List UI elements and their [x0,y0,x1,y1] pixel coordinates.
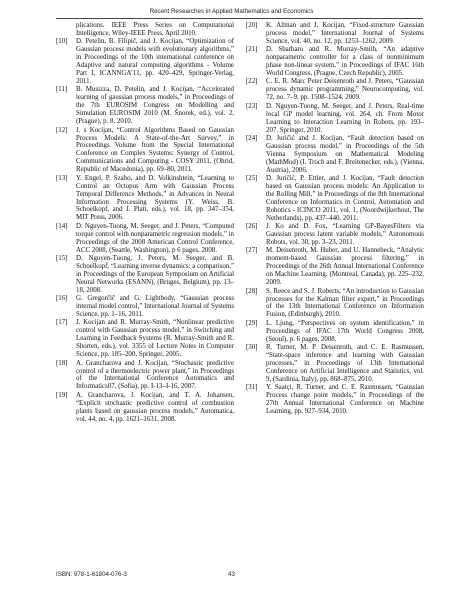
reference-text: Y. Engel, P. Szabo, and D. Volkinshtein, “Learning to Control an Octopus Arm with Gaussian Process Temporal Difference Methods,” in Advances in Neural Information Processing Systems (Y. Weiss, B. Schoelkopf, and J. Platt, eds.), vol. 18, pp. 347–354, MIT Press, 2006. [76,174,234,222]
reference-text: G. Gregorčič and G. Lightbody, “Gaussian process internal model control,” International Journal of Systems Science, pp. 1–16, 2011. [76,295,234,319]
reference-17 [56,319,234,359]
reference-number: [28] [246,287,258,295]
page-footer [0,571,463,581]
reference-text: B. Musizza, D. Petelin, and J. Kocijan, “Accelerated learning of gaussian process models,” in Proceedings of the 7th EUROSIM Congress on Modelling and Simulation EUROSIM 2010 (M. Šnorek, ed.), vol. 2, (Prague), p. 8, 2010. [76,86,234,126]
reference-15 [56,255,234,295]
reference-number: [20] [246,22,258,29]
reference-number: [27] [246,247,258,255]
reference-text: D. Nguyen-Tuong, J. Peters, M. Seeger, and B. Schoelkopf, “Learning inverse dynamics: a comparison,” in Proceedings of the European Symposium on Artificial Neural Networks (ESANN), (Bruges, Belgium), pp. 13–18, 2008. [76,254,234,294]
page-number: 43 [228,571,235,578]
reference-text: J. Ko and D. Fox, “Learning GP-BayesFilters via Gaussian process latent variable models,” Autonomous Robots, vol. 30, pp. 3–23, 2011. [266,223,424,247]
reference-number: [25] [246,175,258,183]
reference-19 [56,392,234,424]
reference-number: [23] [246,102,258,110]
reference-23 [246,103,424,135]
reference-number: [10] [56,38,68,46]
reference-text: D. Juričić and J. Kocijan, “Fault detection based on Gaussian process model,” in Proceedings of the 5th Vienna Symposium on Mathematical Modeling (MathMod) (I. Troch and F. Breitenecker, eds.), (Vienna, Austria), 2006. [266,134,424,174]
reference-number: [12] [56,126,68,134]
reference-number: [11] [56,86,68,94]
isbn-label: ISBN: 978-1-61804-076-3 [56,571,127,578]
reference-text: D. Petelin, B. Filipič, and J. Kocijan, “Optimization of Gaussian process models with evolutionary algorithms,” in Proceedings of the 10th international conference on Adaptive and natural computing algorithms - Volume Part I, ICANNGA’11, pp. 420–429, Springer-Verlag, 2011. [76,38,234,86]
running-header: Recent Researches in Applied Mathematics and Economics [149,8,314,15]
reference-number: [26] [246,223,258,231]
reference-number: [22] [246,78,258,86]
reference-number: [14] [56,222,68,230]
reference-number: [31] [246,384,258,392]
reference-number: [13] [56,174,68,182]
left-column [56,22,234,424]
reference-14 [56,223,234,255]
reference-number: [19] [56,391,68,399]
reference-text: R. Turner, M. P. Deisenroth, and C. E. Rasmussen, “State-space inference and learning with Gaussian processes,” in Proceedings of 13th International Conference on Artificial Intelligence and Statistics, vol. 9, (Sardinia, Italy), pp. 868–875, 2010. [266,344,424,383]
reference-text: L. Ljung, “Perspectives on system identification,” in Proceedings of IFAC 17th World Congress 2008, (Seoul), p. 6 pages, 2008. [266,319,424,343]
reference-10 [56,38,234,86]
reference-22 [246,78,424,102]
reference-text: D. Nguyen-Tuong, M. Seeger, and J. Peters, “Computed torque control with nonparametric regression models,” in Proceedings of the 2008 American Control Conference, ACC 2008, (Seattle, Washington), p 6 pages, 2008. [76,222,234,254]
reference-text: D. Nguyen-Tuong, M. Seeger, and J. Peters, Real-time local GP model learning, vol. 264, ch. From Motor Learning to Interaction Learning in Robots, pp. 193–207. Springer, 2010. [266,102,424,134]
reference-text: Y. Saatçi, R. Turner, and C. E. Rasmussen, “Gaussian Process change point models,” in Proceedings of the 27th Annual International Conference on Machine Learning, pp. 927–934, 2010. [266,384,424,416]
reference-number: [24] [246,134,258,142]
reference-number: [18] [56,359,68,367]
reference-number: [29] [246,319,258,327]
reference-26 [246,223,424,247]
reference-number: [15] [56,254,68,262]
reference-number: [16] [56,295,68,303]
reference-text: K. Ažman and J. Kocijan, “Fixed-structure Gaussian process model,” International Journal of Systems Science, vol. 40, no. 12, pp. 1253–1262, 2009. [266,22,424,45]
reference-number: [17] [56,319,68,327]
reference-13 [56,175,234,223]
reference-16 [56,295,234,319]
header-rule [56,18,423,19]
right-column [246,22,424,416]
reference-number: [30] [246,344,258,352]
reference-text: D. Juričić, P. Ettler, and J. Kocijan, “Fault detection based on Gaussian process models: An Application to the Rolling Mill,” in Proceedings of the 8th International Conference on Informatics in Control, Automation and Robotics - ICINCO 2011, vol. 1, (Noordwijkerhout, The Netherlands), pp. 437–440, 2011. [266,175,424,222]
reference-20 [246,22,424,46]
reference-30 [246,344,424,384]
reference-number: [21] [246,46,258,54]
reference-text: D. Sbarbaro and R. Murray-Smith, “An adaptive nonparametric controller for a class of nonminimum phase non-linear system,” in Proceedings of IFAC 16th World Congress, (Prague, Czech Republic), 2005. [266,46,424,78]
reference-text: J. Kocijan and R. Murray-Smith, “Nonlinear predictive control with Gaussian process model,” in Switching and Learning in Feedback Systems (R. Murray-Smith and R. Shorten, eds.), vol. 3355 of Lecture Notes in Computer Science, pp. 185–200, Springer, 2005. [76,319,234,359]
reference-28 [246,288,424,320]
reference-12 [56,127,234,175]
reference-18 [56,360,234,392]
reference-text: A. Grancharova, J. Kocijan, and T. A. Johansen, “Explicit stochastic predictive control of combustion plants based on gaussian process models,” Automatica, vol. 44, no. 4, pp. 1621–1631, 2008. [76,391,234,423]
reference-11 [56,86,234,126]
reference-text: M. Deisenroth, M. Huber, and U. Hannebeck, “Analytic moment-based Gaussian process filtering,” in Proceedings of the 26th Annual International Conference on Machine Learning, (Montreal, Canada), pp. 225–232, 2009. [266,247,424,287]
reference-text: A. Grancharova and J. Kocijan, “Stochastic predictive control of a thermoelectric power plant,” in Proceedings of the International Conference Automatics and Informatics07, (Sofia), pp. I-13–I-16, 2007. [76,359,234,391]
reference-24 [246,135,424,175]
reference-31 [246,384,424,416]
reference-text: J. s Kocijan, “Control Algorithms Based on Gaussian Process Models: A State-of-the-Art Survey,” in Proceedings Volume from the Special International Conference on Complex Systems: Synergy of Control, Communications and Computing - COSY 2011, (Ohrid, Republic of Macedonia), pp. 69–80, 2011. [76,126,234,174]
reference-25 [246,175,424,223]
reference-text: S. Reece and S. J. Roberts, “An introduction to Gaussian processes for the Kalman filter expert,” in Proceedings of the 13th International Conference on Information Fusion, (Edinburgh), 2010. [266,287,424,319]
reference-continuation: plications. IEEE Press Series on Computational Intelligence, Wiley-IEEE Press, April 2010. [76,22,234,37]
reference-29 [246,320,424,344]
reference-21 [246,46,424,78]
reference-text: C. E. R. Marc Peter Deisenroth and J. Peters, “Gaussian process dynamic programming,” Neurocomputing, vol. 72, no. 7–9, pp. 1508–1524, 2009. [266,78,424,102]
reference-27 [246,247,424,287]
